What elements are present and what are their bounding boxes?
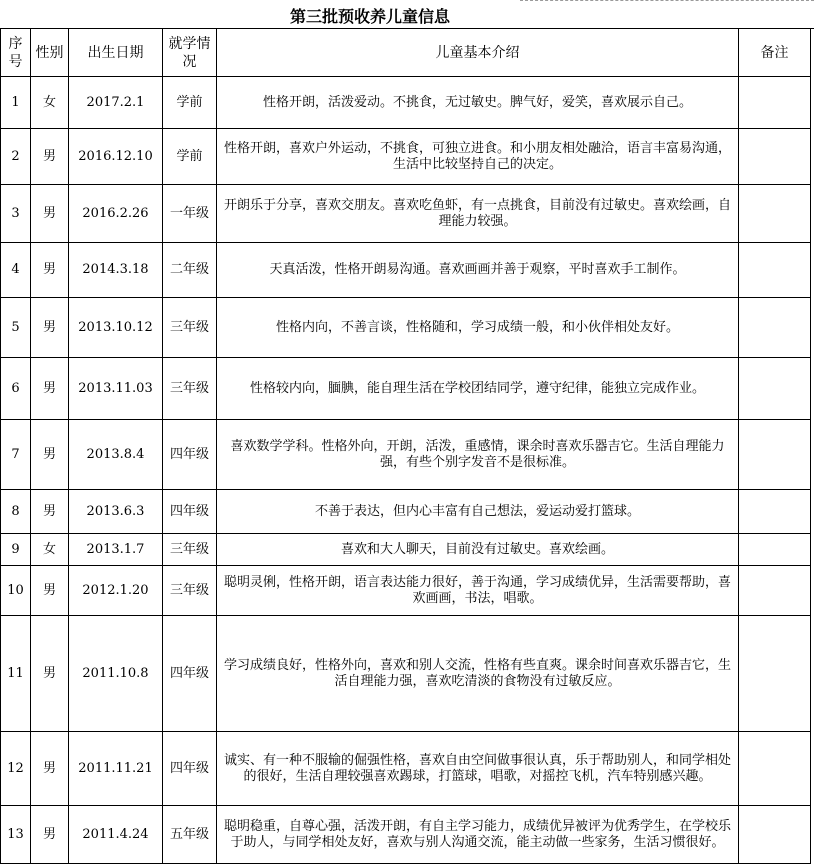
- cell-remark[interactable]: [739, 358, 811, 420]
- header-remark[interactable]: 备注: [739, 29, 811, 77]
- cell-intro[interactable]: 喜欢和大人聊天，目前没有过敏史。喜欢绘画。: [217, 534, 739, 566]
- table-row: [1, 298, 811, 358]
- table-row: [1, 185, 811, 243]
- header-intro[interactable]: 儿童基本介绍: [217, 29, 739, 77]
- cell-birth[interactable]: 2012.1.20: [69, 566, 163, 616]
- cell-birth[interactable]: 2011.11.21: [69, 732, 163, 806]
- cell-seq[interactable]: 13: [1, 806, 31, 864]
- cell-seq[interactable]: 7: [1, 420, 31, 490]
- table-row: [1, 732, 811, 806]
- cell-school[interactable]: 四年级: [163, 732, 217, 806]
- cell-gender[interactable]: 男: [31, 616, 69, 732]
- cell-seq[interactable]: 1: [1, 77, 31, 129]
- cell-remark[interactable]: [739, 616, 811, 732]
- cell-school[interactable]: 四年级: [163, 420, 217, 490]
- cell-seq[interactable]: 12: [1, 732, 31, 806]
- cell-intro[interactable]: 性格内向，不善言谈，性格随和，学习成绩一般，和小伙伴相处友好。: [217, 298, 739, 358]
- cell-school[interactable]: 二年级: [163, 243, 217, 298]
- table-row: [1, 566, 811, 616]
- cell-gender[interactable]: 男: [31, 185, 69, 243]
- table-row: [1, 243, 811, 298]
- cell-remark[interactable]: [739, 566, 811, 616]
- table-row: [1, 129, 811, 185]
- cell-gender[interactable]: 女: [31, 77, 69, 129]
- cell-seq[interactable]: 9: [1, 534, 31, 566]
- cell-birth[interactable]: 2013.11.03: [69, 358, 163, 420]
- cell-birth[interactable]: 2016.2.26: [69, 185, 163, 243]
- cell-gender[interactable]: 男: [31, 243, 69, 298]
- cell-gender[interactable]: 男: [31, 566, 69, 616]
- header-row: [1, 29, 811, 77]
- cell-gender[interactable]: 男: [31, 490, 69, 534]
- cell-remark[interactable]: [739, 534, 811, 566]
- header-seq[interactable]: 序号: [1, 29, 31, 77]
- cell-intro[interactable]: 聪明灵俐，性格开朗，语言表达能力很好，善于沟通，学习成绩优异，生活需要帮助，喜欢画画，书法，唱歌。: [217, 566, 739, 616]
- cell-birth[interactable]: 2013.8.4: [69, 420, 163, 490]
- cell-gender[interactable]: 男: [31, 358, 69, 420]
- cell-gender[interactable]: 男: [31, 732, 69, 806]
- cell-school[interactable]: 学前: [163, 129, 217, 185]
- cell-gender[interactable]: 女: [31, 534, 69, 566]
- cell-gender[interactable]: 男: [31, 806, 69, 864]
- cell-gender[interactable]: 男: [31, 298, 69, 358]
- cell-gender[interactable]: 男: [31, 129, 69, 185]
- cell-intro[interactable]: 开朗乐于分享，喜欢交朋友。喜欢吃鱼虾，有一点挑食，目前没有过敏史。喜欢绘画，自理能力较强。: [217, 185, 739, 243]
- cell-intro[interactable]: 性格开朗，喜欢户外运动，不挑食，可独立进食。和小朋友相处融洽，语言丰富易沟通，生活中比较坚持自己的决定。: [217, 129, 739, 185]
- cell-remark[interactable]: [739, 77, 811, 129]
- title-row: [0, 0, 814, 29]
- cell-school[interactable]: 学前: [163, 77, 217, 129]
- cell-school[interactable]: 三年级: [163, 534, 217, 566]
- cell-school[interactable]: 四年级: [163, 616, 217, 732]
- cell-remark[interactable]: [739, 243, 811, 298]
- cell-seq[interactable]: 2: [1, 129, 31, 185]
- cell-seq[interactable]: 11: [1, 616, 31, 732]
- table-row: [1, 806, 811, 864]
- cell-intro[interactable]: 性格开朗，活泼爱动。不挑食，无过敏史。脾气好，爱笑，喜欢展示自己。: [217, 77, 739, 129]
- cell-birth[interactable]: 2014.3.18: [69, 243, 163, 298]
- cell-school[interactable]: 三年级: [163, 358, 217, 420]
- cell-remark[interactable]: [739, 129, 811, 185]
- cell-birth[interactable]: 2011.4.24: [69, 806, 163, 864]
- table-row: [1, 490, 811, 534]
- cell-school[interactable]: 三年级: [163, 298, 217, 358]
- header-birth[interactable]: 出生日期: [69, 29, 163, 77]
- header-school[interactable]: 就学情况: [163, 29, 217, 77]
- table-row: [1, 358, 811, 420]
- page-break-line: [520, 0, 814, 1]
- cell-school[interactable]: 五年级: [163, 806, 217, 864]
- children-table: [0, 28, 811, 864]
- cell-seq[interactable]: 3: [1, 185, 31, 243]
- cell-remark[interactable]: [739, 420, 811, 490]
- cell-birth[interactable]: 2011.10.8: [69, 616, 163, 732]
- cell-intro[interactable]: 学习成绩良好，性格外向，喜欢和别人交流，性格有些直爽。课余时间喜欢乐器吉它，生活自理能力强，喜欢吃清淡的食物没有过敏反应。: [217, 616, 739, 732]
- cell-seq[interactable]: 10: [1, 566, 31, 616]
- cell-school[interactable]: 一年级: [163, 185, 217, 243]
- cell-birth[interactable]: 2016.12.10: [69, 129, 163, 185]
- cell-intro[interactable]: 诚实、有一种不服输的倔强性格，喜欢自由空间做事很认真，乐于帮助别人，和同学相处的很好，生活自理较强喜欢踢球，打篮球，唱歌，对摇控飞机，汽车特别感兴趣。: [217, 732, 739, 806]
- cell-birth[interactable]: 2017.2.1: [69, 77, 163, 129]
- cell-seq[interactable]: 8: [1, 490, 31, 534]
- table-row: [1, 534, 811, 566]
- cell-gender[interactable]: 男: [31, 420, 69, 490]
- table-row: [1, 77, 811, 129]
- cell-remark[interactable]: [739, 806, 811, 864]
- cell-seq[interactable]: 5: [1, 298, 31, 358]
- cell-remark[interactable]: [739, 490, 811, 534]
- cell-birth[interactable]: 2013.1.7: [69, 534, 163, 566]
- cell-birth[interactable]: 2013.6.3: [69, 490, 163, 534]
- cell-seq[interactable]: 4: [1, 243, 31, 298]
- cell-intro[interactable]: 不善于表达，但内心丰富有自己想法，爱运动爱打篮球。: [217, 490, 739, 534]
- cell-intro[interactable]: 天真活泼，性格开朗易沟通。喜欢画画并善于观察，平时喜欢手工制作。: [217, 243, 739, 298]
- cell-school[interactable]: 四年级: [163, 490, 217, 534]
- header-gender[interactable]: 性别: [31, 29, 69, 77]
- cell-birth[interactable]: 2013.10.12: [69, 298, 163, 358]
- cell-remark[interactable]: [739, 298, 811, 358]
- cell-intro[interactable]: 喜欢数学学科。性格外向，开朗，活泼，重感情，课余时喜欢乐器吉它。生活自理能力强，有些个别字发音不是很标准。: [217, 420, 739, 490]
- cell-school[interactable]: 三年级: [163, 566, 217, 616]
- table-row: [1, 420, 811, 490]
- sheet-title: 第三批预收养儿童信息: [289, 7, 450, 26]
- cell-intro[interactable]: 聪明稳重，自尊心强，活泼开朗，有自主学习能力，成绩优异被评为优秀学生，在学校乐于助人，与同学相处友好，喜欢与别人沟通交流，能主动做一些家务，生活习惯很好。: [217, 806, 739, 864]
- cell-intro[interactable]: 性格较内向，腼腆，能自理生活在学校团结同学，遵守纪律，能独立完成作业。: [217, 358, 739, 420]
- cell-remark[interactable]: [739, 185, 811, 243]
- cell-remark[interactable]: [739, 732, 811, 806]
- table-row: [1, 616, 811, 732]
- cell-seq[interactable]: 6: [1, 358, 31, 420]
